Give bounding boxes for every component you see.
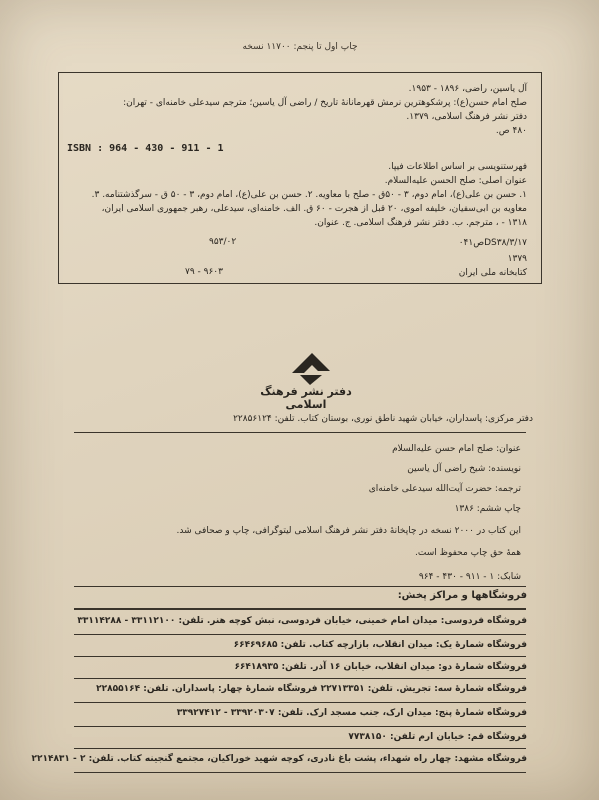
divider: [74, 678, 526, 679]
catalog-line: ۱۳۱۸ - ، مترجم. ب. دفتر نشر فرهنگ اسلامی. ج. عنوان.: [314, 218, 527, 228]
catalog-line: صلح امام حسن(ع): پرشکوهترین نرمش قهرمانانهٔ تاریخ / راضی آل یاسین؛ مترجم سیدعلی خامنه‌ای - تهران:: [123, 98, 527, 108]
library-number: ۷۹ - ۹۶۰۳: [185, 267, 223, 277]
divider: [74, 702, 526, 703]
shop-item: فروشگاه فردوسی: میدان امام خمینی، خیابان فردوسی، نبش کوچه هنر. تلفن: ۳۳۱۱۲۱۰۰ - ۳۳۱۱۴۲۸۸: [77, 616, 527, 626]
divider: [74, 586, 526, 587]
print-run-note: چاپ اول تا پنجم: ۱۱۷۰۰ نسخه: [242, 42, 358, 52]
shop-item: فروشگاه قم: خیابان ارم تلفن: ۷۷۳۸۱۵۰: [348, 732, 527, 742]
book-title: عنوان: صلح امام حسن علیه‌السلام: [392, 444, 521, 454]
catalog-line: دفتر نشر فرهنگ اسلامی، ۱۳۷۹.: [406, 112, 527, 122]
catalog-line: فهرستنویسی بر اساس اطلاعات فیپا.: [388, 162, 527, 172]
book-isbn: شابک: ۱ - ۹۱۱ - ۴۳۰ - ۹۶۴: [418, 572, 521, 582]
catalog-line: آل یاسین، راضی، ۱۸۹۶ - ۱۹۵۳.: [408, 84, 527, 94]
catalog-line: معاویه بن ابی‌سفیان، خلیفه اموی، ۲۰ قبل از هجرت - ۶۰ ق. الف. خامنه‌ای، سیدعلی، رهبر جمهوری اسلامی ایران،: [101, 204, 527, 214]
divider: [74, 634, 526, 635]
shop-item: فروشگاه شمارهٔ پنج: میدان ارک، جنب مسجد ارک. تلفن: ۳۳۹۲۰۳۰۷ - ۳۳۹۲۷۴۱۲: [176, 708, 527, 718]
shop-item: فروشگاه شمارهٔ یک: میدان انقلاب، بازارچه کتاب. تلفن: ۶۶۴۶۹۶۸۵: [233, 640, 527, 650]
central-office: دفتر مرکزی: پاسداران، خیابان شهید ناطق نوری، بوستان کتاب. تلفن: ۲۲۸۵۶۱۲۴: [233, 414, 533, 424]
dewey-number: ۹۵۳/۰۲: [209, 237, 237, 247]
catalog-line: عنوان اصلی: صلح الحسن علیه‌السلام.: [384, 176, 527, 186]
publisher-logo-text: دفتر نشر فرهنگ اسلامی: [260, 385, 352, 411]
divider: [74, 772, 526, 773]
divider: [74, 432, 526, 433]
book-edition: چاپ ششم: ۱۳۸۶: [454, 504, 521, 514]
catalog-line: ۱. حسن بن علی(ع)، امام دوم، ۳ - ۵۰ق - صلح با معاویه. ۲. حسن بن علی(ع)، امام دوم، ۳ - ۵۰ ق - سرگذشتنامه. ۳.: [91, 190, 527, 200]
national-library: کتابخانه ملی ایران: [458, 268, 527, 278]
shop-item: فروشگاه شمارهٔ سه: تجریش. تلفن: ۲۲۷۱۳۳۵۱ فروشگاه شمارهٔ چهار: پاسداران. تلفن: ۲۲۸۵۵۱۶۴: [96, 684, 527, 694]
catalog-isbn: ISBN : 964 - 430 - 911 - 1: [67, 143, 224, 154]
shop-item: فروشگاه مشهد: چهار راه شهداء، پشت باغ نادری، کوچه شهید خوراکیان، مجتمع گنجینه کتاب. تلفن: ۲ - ۲۲۱۴۸۳۱: [31, 754, 527, 764]
class-code: DS۳۸/۳/۱۷ص۰۴۱: [458, 238, 527, 248]
catalog-line: ۴۸۰ ص.: [495, 126, 527, 136]
divider: [74, 608, 526, 610]
divider: [74, 726, 526, 727]
book-translator: ترجمه: حضرت آیت‌الله سیدعلی خامنه‌ای: [368, 484, 521, 494]
print-note: این کتاب در ۲۰۰۰ نسخه در چاپخانهٔ دفتر نشر فرهنگ اسلامی لیتوگرافی، چاپ و صحافی شد.: [176, 526, 521, 536]
catalog-year: ۱۳۷۹: [507, 254, 527, 264]
rights-note: همهٔ حق چاپ محفوظ است.: [415, 548, 521, 558]
shops-heading: فروشگاهها و مراکز پخش:: [397, 590, 527, 601]
book-author: نویسنده: شیخ راضی آل یاسین: [407, 464, 521, 474]
divider: [74, 748, 526, 749]
cataloging-box: [58, 72, 542, 284]
shop-item: فروشگاه شمارهٔ دو: میدان انقلاب، خیابان ۱۶ آذر. تلفن: ۶۶۴۱۸۹۳۵: [234, 662, 527, 672]
divider: [74, 656, 526, 657]
